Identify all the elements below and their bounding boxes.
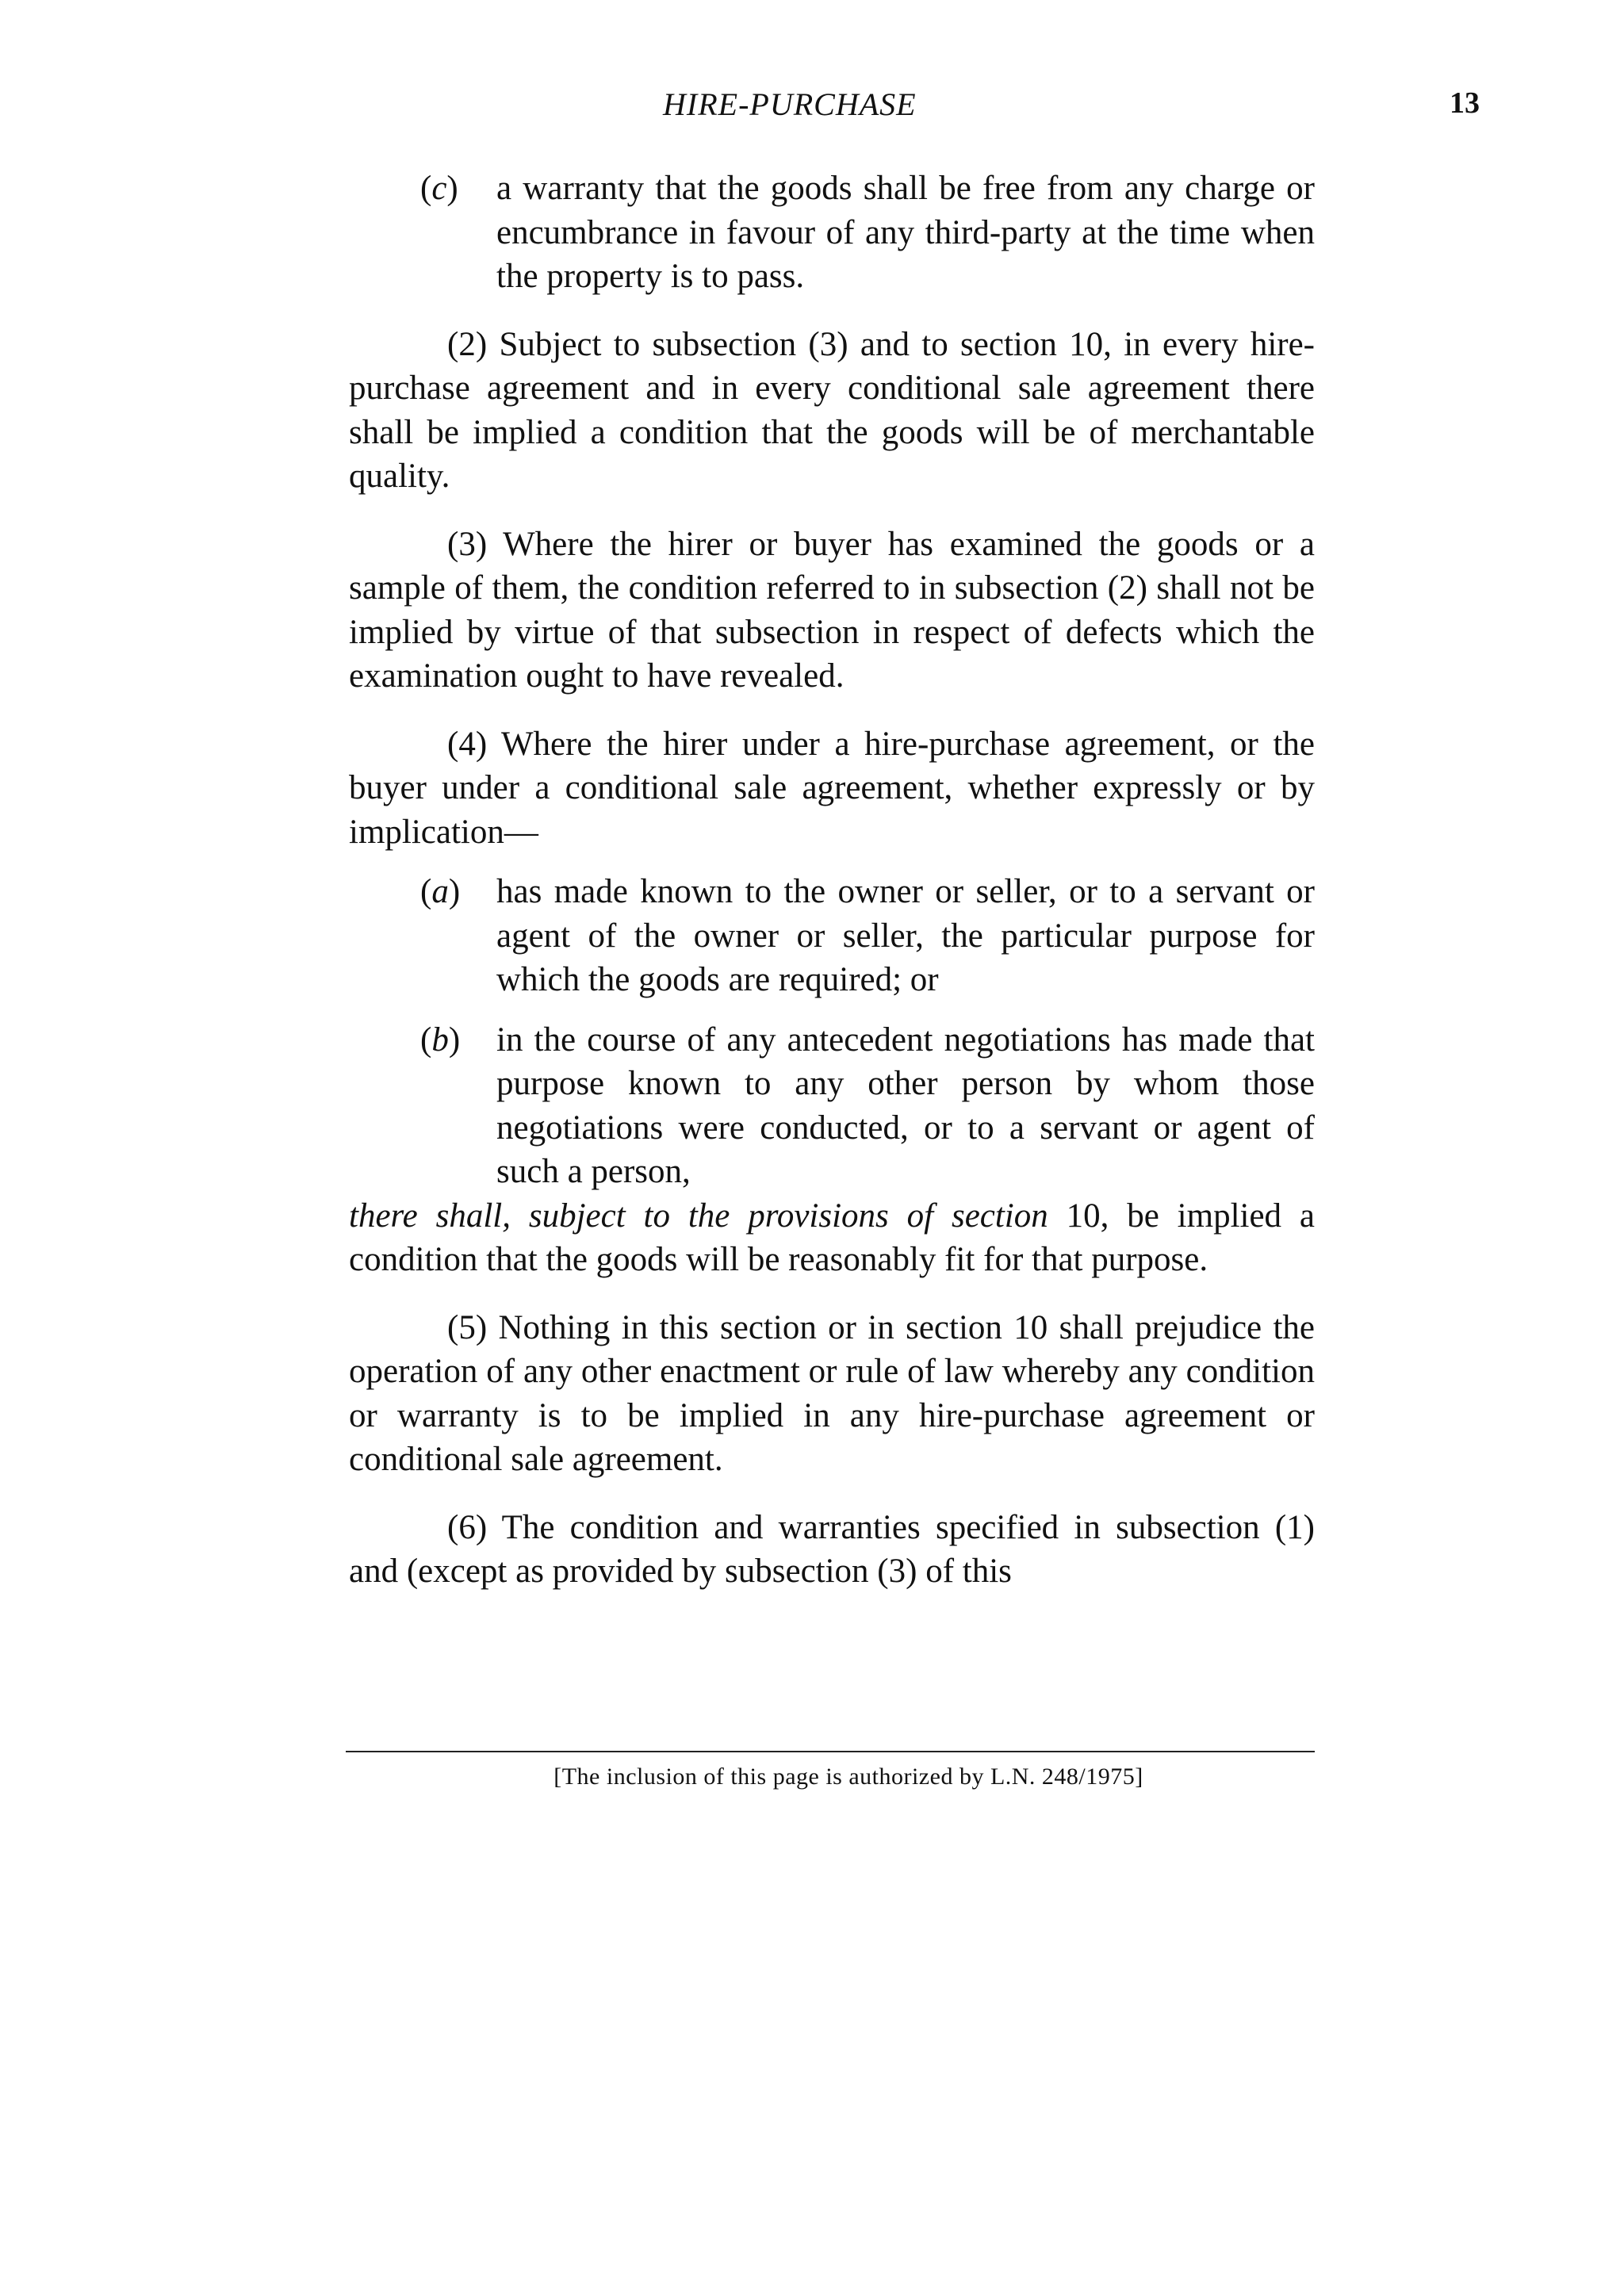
paragraph-subsection-5: (5) Nothing in this section or in section 10 shall prejudice the operation of any other enactment or rule of law whereby any condition or warranty is to be implied in any hire-purchase agreement or conditional sale agreement.: [349, 1308, 1315, 1478]
running-header: [0, 86, 1624, 133]
paragraph-subsection-6: (6) The condition and warranties specified in subsection (1) and (except as provided by subsection (3) of this: [349, 1508, 1315, 1590]
body-text: [349, 167, 1315, 1594]
authorization-footnote: [0, 1763, 1624, 1790]
paragraph-subsection-4-close: [349, 1194, 1315, 1282]
page-number: 13: [1450, 86, 1480, 120]
paragraph-subsection-3: (3) Where the hirer or buyer has examined the goods or a sample of them, the condition referred to in subsection (2) shall not be implied by virtue of that subsection in respect of defects which the examination ought to have revealed.: [349, 525, 1315, 695]
list-item-b: [349, 1018, 1315, 1194]
paragraph-subsection-2: (2) Subject to subsection (3) and to section 10, in every hire-purchase agreement and in every conditional sale agreement there shall be implied a condition that the goods will be of merchantable quality.: [349, 325, 1315, 495]
item-label: (c): [420, 170, 458, 207]
list-item-c: [349, 167, 1315, 299]
closing-text: 10, be implied a condition that the goods will be reasonably fit for that purpose.: [349, 1197, 1315, 1278]
item-label: (a): [420, 873, 461, 910]
item-label: (b): [420, 1020, 461, 1059]
paragraph-subsection-4-intro: (4) Where the hirer under a hire-purchase agreement, or the buyer under a conditional sale agreement, whether expressly or by implication—: [349, 725, 1315, 851]
footer-rule: [346, 1751, 1315, 1752]
list-item-a: [349, 870, 1315, 1002]
item-text: has made known to the owner or seller, or to a servant or agent of the owner or seller, the particular purpose for which the goods are required; or: [496, 873, 1315, 998]
running-title: HIRE-PURCHASE: [663, 86, 917, 122]
footnote-text: [The inclusion of this page is authorized by L.N. 248/1975]: [553, 1763, 1143, 1790]
item-text: a warranty that the goods shall be free from any charge or encumbrance in favour of any third-party at the time when the property is to pass.: [496, 170, 1315, 295]
item-text: in the course of any antecedent negotiations has made that purpose known to any other person by whom those negotiations were conducted, or to a servant or agent of such a person,: [496, 1020, 1315, 1190]
closing-italic-text: there shall, subject to the provisions of section: [349, 1197, 1048, 1235]
